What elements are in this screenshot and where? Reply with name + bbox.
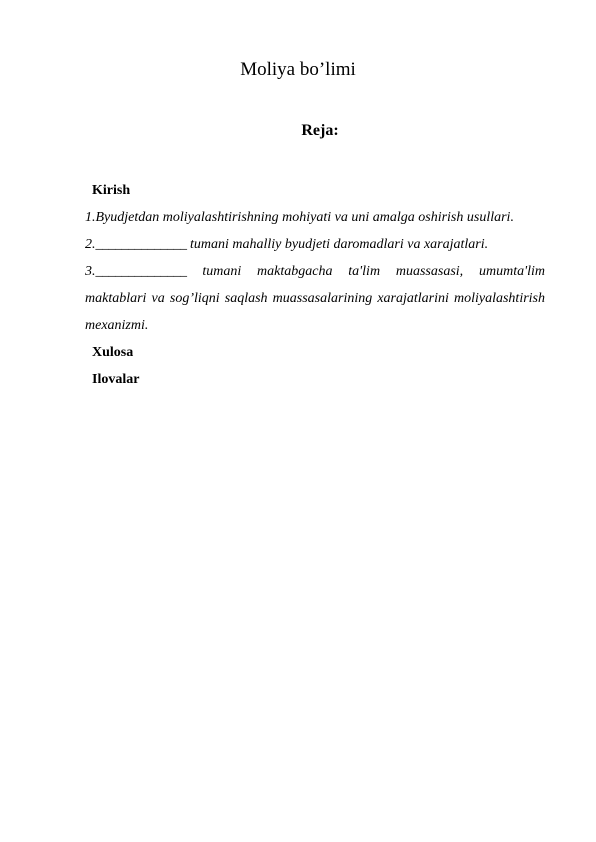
plan-outline (85, 177, 545, 393)
outline-intro: Kirish (92, 183, 131, 198)
document-title: Moliya bo’limi (240, 59, 356, 80)
outline-item-1: 1.Byudjetdan moliyalashtirishning mohiyati va uni amalga oshirish usullari. (85, 210, 514, 225)
outline-item-3-number: 3. (85, 264, 96, 279)
outline-item-2-text: tumani mahalliy byudjeti daromadlari va xarajatlari. (186, 237, 489, 252)
outline-item-3 (85, 258, 545, 339)
outline-item-2-number: 2. (85, 237, 96, 252)
outline-conclusion: Xulosa (92, 345, 134, 360)
outline-appendix: Ilovalar (92, 372, 140, 387)
outline-item-3-text: tumani maktabgacha ta'lim muassasasi, umumta'lim maktablari va sog’liqni saqlash muassasalarining xarajatlarini moliyalashtirish mexanizmi. (85, 264, 545, 333)
outline-item-3-blank: ______________ (95, 264, 187, 279)
outline-item-2-blank: ______________ (95, 237, 187, 252)
outline-item-2 (85, 231, 545, 258)
plan-heading: Reja: (301, 122, 339, 139)
